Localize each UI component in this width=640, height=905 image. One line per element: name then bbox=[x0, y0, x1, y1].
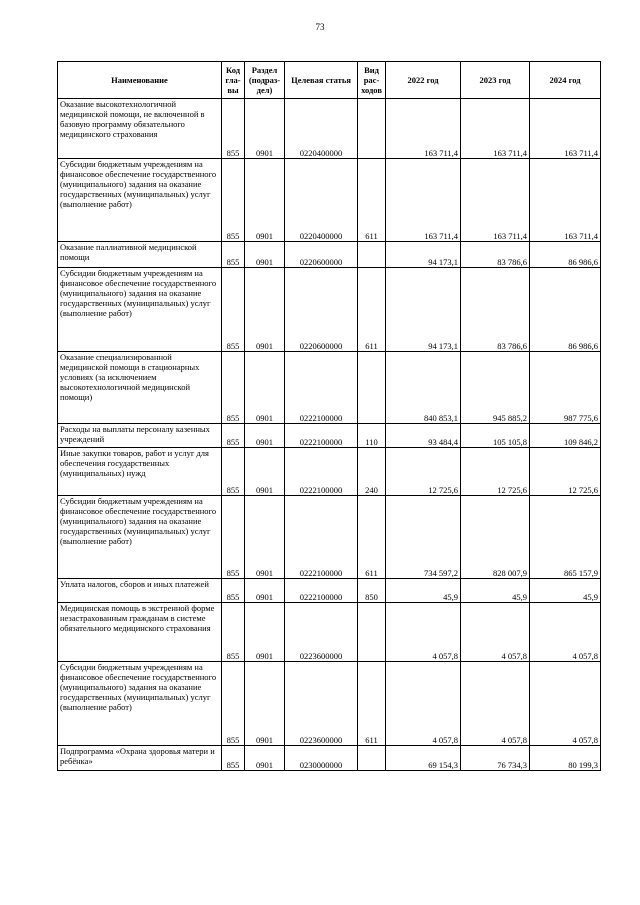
row-code: 855 bbox=[222, 448, 245, 496]
row-2024: 86 986,6 bbox=[530, 242, 601, 268]
table-row bbox=[58, 159, 601, 242]
row-2022: 163 711,4 bbox=[386, 159, 461, 242]
row-2022: 734 597,2 bbox=[386, 496, 461, 579]
row-name: Субсидии бюджетным учреждениям на финансовое обеспечение государственного (муниципального) задания на оказание государственных (муниципальных) услуг (выполнение работ) bbox=[58, 496, 222, 579]
row-2024: 109 846,2 bbox=[530, 424, 601, 448]
table-row bbox=[58, 579, 601, 603]
row-2023: 4 057,8 bbox=[461, 662, 530, 746]
row-2022: 12 725,6 bbox=[386, 448, 461, 496]
table-row bbox=[58, 352, 601, 424]
row-2024: 86 986,6 bbox=[530, 268, 601, 352]
row-2023: 163 711,4 bbox=[461, 159, 530, 242]
row-target: 0223600000 bbox=[285, 603, 358, 662]
row-name: Оказание паллиативной медицинской помощи bbox=[58, 242, 222, 268]
row-2023: 163 711,4 bbox=[461, 99, 530, 159]
page-number: 73 bbox=[315, 22, 325, 32]
row-section: 0901 bbox=[245, 579, 285, 603]
row-code: 855 bbox=[222, 99, 245, 159]
row-code: 855 bbox=[222, 159, 245, 242]
row-2023: 83 786,6 bbox=[461, 268, 530, 352]
table-row bbox=[58, 448, 601, 496]
row-name: Иные закупки товаров, работ и услуг для обеспечения государственных (муниципальных) нужд bbox=[58, 448, 222, 496]
budget-table bbox=[57, 61, 601, 771]
row-2023: 105 105,8 bbox=[461, 424, 530, 448]
row-expense-type bbox=[358, 242, 386, 268]
row-2024: 4 057,8 bbox=[530, 603, 601, 662]
row-name: Медицинская помощь в экстренной форме незастрахованным гражданам в системе обязательного медицинского страхования bbox=[58, 603, 222, 662]
row-name: Субсидии бюджетным учреждениям на финансовое обеспечение государственного (муниципального) задания на оказание государственных (муниципальных) услуг (выполнение работ) bbox=[58, 268, 222, 352]
header-code: Код гла- вы bbox=[222, 62, 245, 99]
row-section: 0901 bbox=[245, 746, 285, 771]
row-target: 0222100000 bbox=[285, 448, 358, 496]
row-2024: 80 199,3 bbox=[530, 746, 601, 771]
header-2024: 2024 год bbox=[530, 62, 601, 99]
header-section: Раздел (подраз- дел) bbox=[245, 62, 285, 99]
table-row bbox=[58, 268, 601, 352]
row-code: 855 bbox=[222, 424, 245, 448]
row-2024: 45,9 bbox=[530, 579, 601, 603]
row-expense-type: 611 bbox=[358, 159, 386, 242]
row-code: 855 bbox=[222, 352, 245, 424]
row-target: 0222100000 bbox=[285, 352, 358, 424]
row-expense-type: 611 bbox=[358, 268, 386, 352]
row-target: 0230000000 bbox=[285, 746, 358, 771]
row-code: 855 bbox=[222, 746, 245, 771]
row-code: 855 bbox=[222, 662, 245, 746]
header-target: Целевая статья bbox=[285, 62, 358, 99]
row-name: Расходы на выплаты персоналу казенных учреждений bbox=[58, 424, 222, 448]
row-section: 0901 bbox=[245, 242, 285, 268]
row-2023: 76 734,3 bbox=[461, 746, 530, 771]
row-name: Оказание специализированной медицинской помощи в стационарных условиях (за исключением высокотехнологичной медицинской помощи) bbox=[58, 352, 222, 424]
row-expense-type bbox=[358, 99, 386, 159]
row-name: Подпрограмма «Охрана здоровья матери и ребёнка» bbox=[58, 746, 222, 771]
header-expense-type: Вид рас- ходов bbox=[358, 62, 386, 99]
row-code: 855 bbox=[222, 496, 245, 579]
row-2022: 45,9 bbox=[386, 579, 461, 603]
row-code: 855 bbox=[222, 603, 245, 662]
row-section: 0901 bbox=[245, 268, 285, 352]
row-2023: 828 007,9 bbox=[461, 496, 530, 579]
row-2022: 94 173,1 bbox=[386, 268, 461, 352]
row-2024: 163 711,4 bbox=[530, 99, 601, 159]
row-2022: 69 154,3 bbox=[386, 746, 461, 771]
row-2023: 83 786,6 bbox=[461, 242, 530, 268]
row-target: 0220400000 bbox=[285, 99, 358, 159]
row-code: 855 bbox=[222, 268, 245, 352]
table-row bbox=[58, 424, 601, 448]
row-expense-type bbox=[358, 352, 386, 424]
row-2022: 840 853,1 bbox=[386, 352, 461, 424]
row-section: 0901 bbox=[245, 496, 285, 579]
row-section: 0901 bbox=[245, 352, 285, 424]
row-section: 0901 bbox=[245, 603, 285, 662]
row-name: Субсидии бюджетным учреждениям на финансовое обеспечение государственного (муниципального) задания на оказание государственных (муниципальных) услуг (выполнение работ) bbox=[58, 662, 222, 746]
row-2023: 45,9 bbox=[461, 579, 530, 603]
row-expense-type: 240 bbox=[358, 448, 386, 496]
row-2024: 12 725,6 bbox=[530, 448, 601, 496]
row-code: 855 bbox=[222, 242, 245, 268]
row-2022: 4 057,8 bbox=[386, 662, 461, 746]
row-2022: 163 711,4 bbox=[386, 99, 461, 159]
row-target: 0223600000 bbox=[285, 662, 358, 746]
row-expense-type bbox=[358, 603, 386, 662]
row-section: 0901 bbox=[245, 662, 285, 746]
row-target: 0222100000 bbox=[285, 424, 358, 448]
row-2024: 4 057,8 bbox=[530, 662, 601, 746]
header-2023: 2023 год bbox=[461, 62, 530, 99]
row-2023: 945 885,2 bbox=[461, 352, 530, 424]
row-name: Уплата налогов, сборов и иных платежей bbox=[58, 579, 222, 603]
table-row bbox=[58, 662, 601, 746]
row-2023: 12 725,6 bbox=[461, 448, 530, 496]
table-row bbox=[58, 242, 601, 268]
table-header-row bbox=[58, 62, 601, 99]
header-2022: 2022 год bbox=[386, 62, 461, 99]
row-target: 0220400000 bbox=[285, 159, 358, 242]
row-section: 0901 bbox=[245, 448, 285, 496]
row-2024: 163 711,4 bbox=[530, 159, 601, 242]
row-section: 0901 bbox=[245, 159, 285, 242]
row-expense-type bbox=[358, 746, 386, 771]
row-2022: 4 057,8 bbox=[386, 603, 461, 662]
table-row bbox=[58, 99, 601, 159]
table-row bbox=[58, 496, 601, 579]
row-expense-type: 611 bbox=[358, 496, 386, 579]
row-code: 855 bbox=[222, 579, 245, 603]
table-row bbox=[58, 603, 601, 662]
row-target: 0222100000 bbox=[285, 579, 358, 603]
row-2022: 93 484,4 bbox=[386, 424, 461, 448]
row-2024: 987 775,6 bbox=[530, 352, 601, 424]
table-row bbox=[58, 746, 601, 771]
row-name: Субсидии бюджетным учреждениям на финансовое обеспечение государственного (муниципального) задания на оказание государственных (муниципальных) услуг (выполнение работ) bbox=[58, 159, 222, 242]
row-target: 0222100000 bbox=[285, 496, 358, 579]
row-expense-type: 611 bbox=[358, 662, 386, 746]
row-2023: 4 057,8 bbox=[461, 603, 530, 662]
row-section: 0901 bbox=[245, 99, 285, 159]
row-target: 0220600000 bbox=[285, 268, 358, 352]
header-name: Наименование bbox=[58, 62, 222, 99]
row-section: 0901 bbox=[245, 424, 285, 448]
row-2022: 94 173,1 bbox=[386, 242, 461, 268]
row-2024: 865 157,9 bbox=[530, 496, 601, 579]
row-name: Оказание высокотехнологичной медицинской помощи, не включенной в базовую программу обязательного медицинского страхования bbox=[58, 99, 222, 159]
row-expense-type: 850 bbox=[358, 579, 386, 603]
row-expense-type: 110 bbox=[358, 424, 386, 448]
row-target: 0220600000 bbox=[285, 242, 358, 268]
